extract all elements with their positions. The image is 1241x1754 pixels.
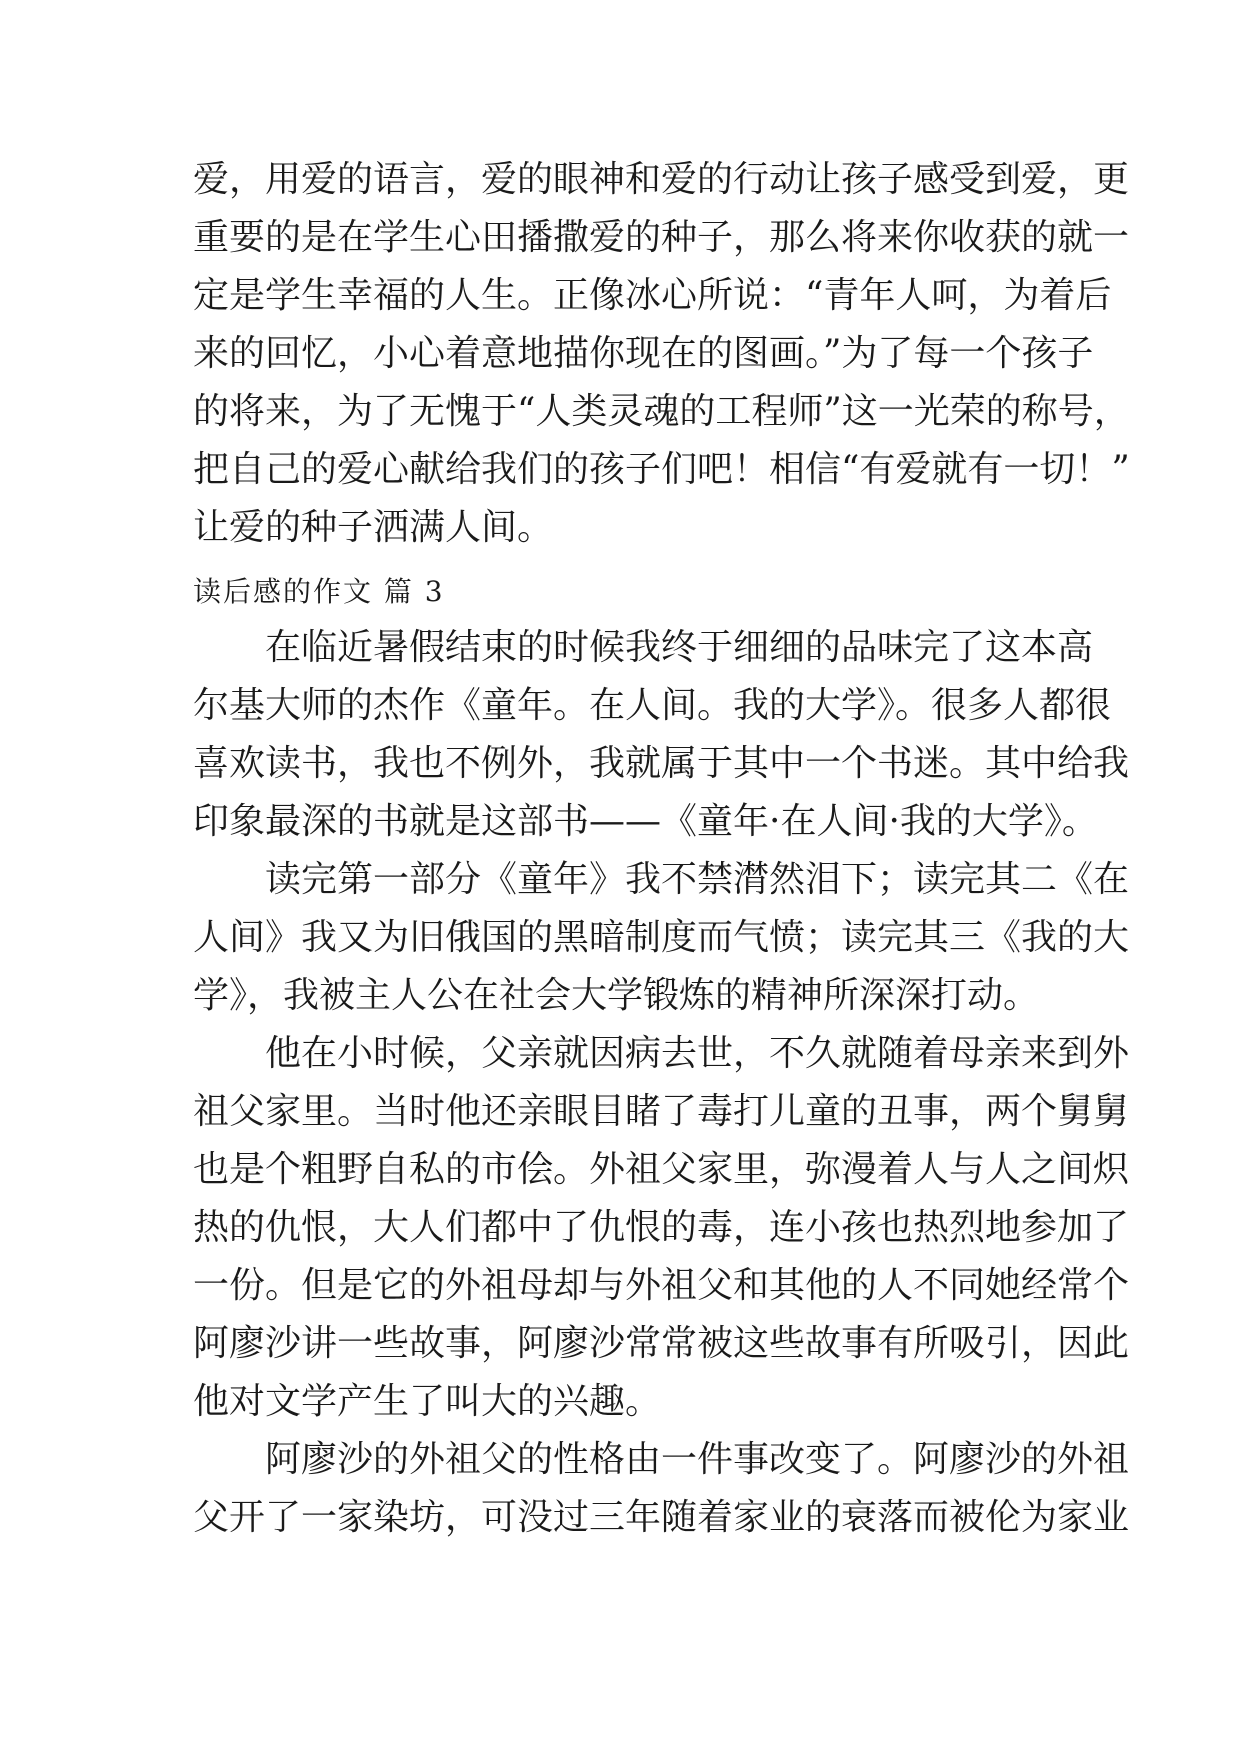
text-line: 印象最深的书就是这部书——《童年·在人间·我的大学》。: [193, 801, 1098, 842]
text-line: 父开了一家染坊，可没过三年随着家业的衰落而被伦为家业: [193, 1497, 1130, 1538]
text-line: 重要的是在学生心田播撒爱的种子，那么将来你收获的就一: [193, 217, 1130, 258]
text-line: 也是个粗野自私的市侩。外祖父家里，弥漫着人与人之间炽: [193, 1149, 1130, 1190]
text-line: 他在小时候，父亲就因病去世，不久就随着母亲来到外: [193, 1033, 1130, 1074]
text-line: 让爱的种子洒满人间。: [193, 507, 554, 548]
text-line: 读完第一部分《童年》我不禁潸然泪下；读完其二《在: [193, 859, 1130, 900]
section-heading: 读后感的作文 篇 3: [193, 575, 445, 608]
text-line: 他对文学产生了叫大的兴趣。: [193, 1381, 662, 1422]
text-line: 爱，用爱的语言，爱的眼神和爱的行动让孩子感受到爱，更: [193, 159, 1130, 200]
text-line: 祖父家里。当时他还亲眼目睹了毒打儿童的丑事，两个舅舅: [193, 1091, 1130, 1132]
text-line: 的将来，为了无愧于“人类灵魂的工程师”这一光荣的称号，: [193, 391, 1130, 432]
text-line: 把自己的爱心献给我们的孩子们吧！相信“有爱就有一切！”: [193, 449, 1130, 490]
text-line: 一份。但是它的外祖母却与外祖父和其他的人不同她经常个: [193, 1265, 1130, 1306]
text-line: 在临近暑假结束的时候我终于细细的品味完了这本高: [193, 627, 1094, 668]
text-line: 阿廖沙的外祖父的性格由一件事改变了。阿廖沙的外祖: [193, 1439, 1130, 1480]
text-line: 定是学生幸福的人生。正像冰心所说：“青年人呵，为着后: [193, 275, 1112, 316]
text-line: 喜欢读书，我也不例外，我就属于其中一个书迷。其中给我: [193, 743, 1130, 784]
text-line: 来的回忆，小心着意地描你现在的图画。”为了每一个孩子: [193, 333, 1094, 374]
text-line: 人间》我又为旧俄国的黑暗制度而气愤；读完其三《我的大: [193, 917, 1130, 958]
text-line: 热的仇恨，大人们都中了仇恨的毒，连小孩也热烈地参加了: [193, 1207, 1130, 1248]
text-line: 阿廖沙讲一些故事，阿廖沙常常被这些故事有所吸引，因此: [193, 1323, 1130, 1364]
text-line: 学》，我被主人公在社会大学锻炼的精神所深深打动。: [193, 975, 1040, 1016]
text-line: 尔基大师的杰作《童年。在人间。我的大学》。很多人都很: [193, 685, 1112, 726]
